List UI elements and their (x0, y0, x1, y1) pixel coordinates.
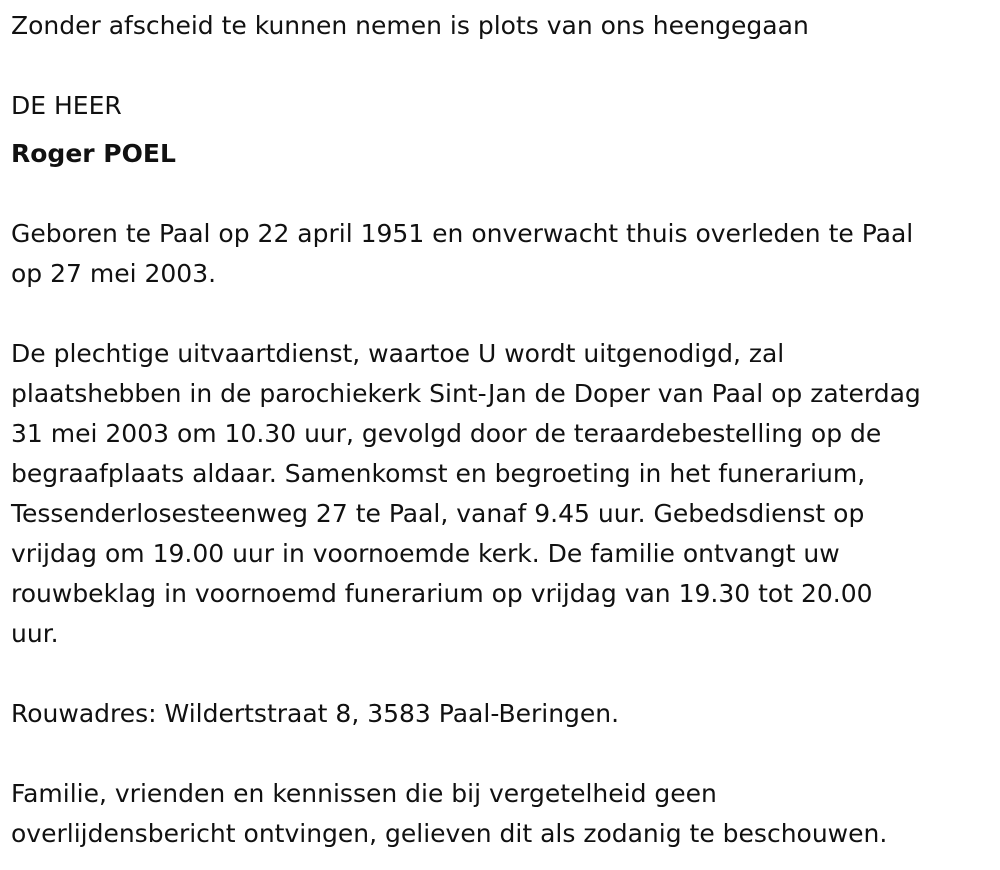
spacer (11, 46, 986, 86)
paragraph-line: uur. (11, 619, 59, 648)
paragraph-line: plaatshebben in de parochiekerk Sint-Jan de Doper van Paal op zaterdag (11, 379, 921, 408)
paragraph-line: op 27 mei 2003. (11, 259, 217, 288)
paragraph-line: 31 mei 2003 om 10.30 uur, gevolgd door de teraardebestelling op de (11, 419, 882, 448)
spacer (11, 294, 986, 334)
opening-line: Zonder afscheid te kunnen nemen is plots van ons heengegaan (11, 11, 809, 40)
birth-death-paragraph (11, 214, 986, 294)
paragraph-line: De plechtige uitvaartdienst, waartoe U wordt uitgenodigd, zal (11, 339, 785, 368)
spacer (11, 734, 986, 774)
funeral-service-paragraph (11, 334, 986, 654)
paragraph-line: Tessenderlosesteenweg 27 te Paal, vanaf 9.45 uur. Gebedsdienst op (11, 499, 865, 528)
deceased-name: Roger POEL (11, 139, 176, 168)
obituary-document (11, 0, 986, 854)
spacer (11, 654, 986, 694)
paragraph-line: Familie, vrienden en kennissen die bij vergetelheid geen (11, 779, 717, 808)
paragraph-line: Geboren te Paal op 22 april 1951 en onverwacht thuis overleden te Paal (11, 219, 914, 248)
honorific-title: DE HEER (11, 91, 122, 120)
paragraph-line: begraafplaats aldaar. Samenkomst en begroeting in het funerarium, (11, 459, 866, 488)
paragraph-line: vrijdag om 19.00 uur in voornoemde kerk. De familie ontvangt uw (11, 539, 840, 568)
mourning-address: Rouwadres: Wildertstraat 8, 3583 Paal-Beringen. (11, 699, 620, 728)
spacer (11, 174, 986, 214)
paragraph-line: overlijdensbericht ontvingen, gelieven dit als zodanig te beschouwen. (11, 819, 888, 848)
closing-paragraph (11, 774, 986, 854)
paragraph-line: rouwbeklag in voornoemd funerarium op vrijdag van 19.30 tot 20.00 (11, 579, 873, 608)
